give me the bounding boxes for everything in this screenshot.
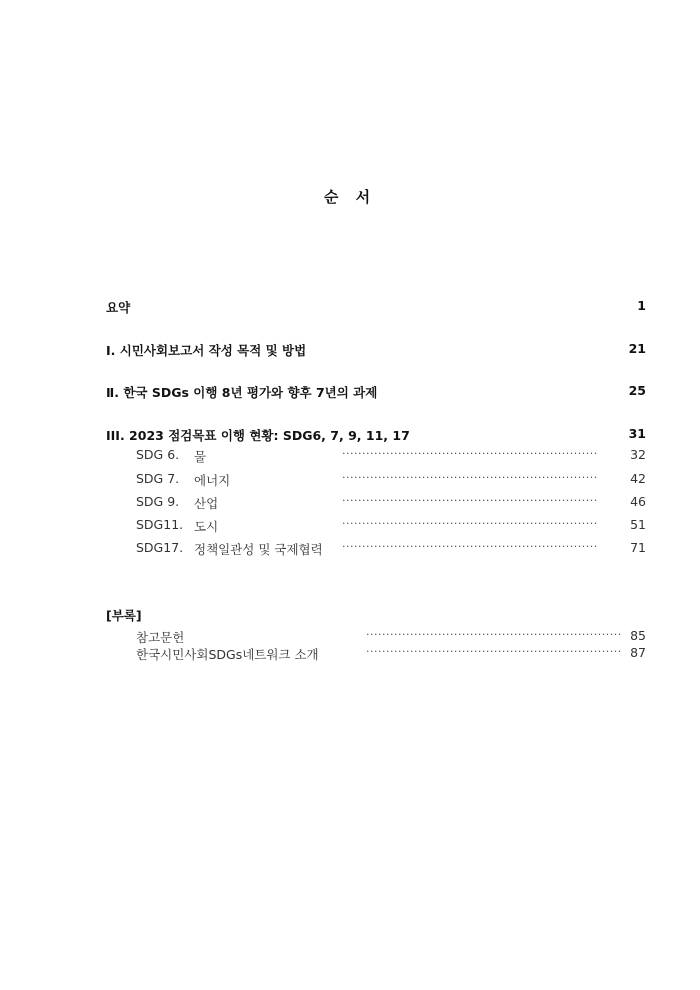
sdg-code: SDG 6. (136, 447, 180, 462)
sdg-title: 정책일관성 및 국제협력 (194, 542, 323, 557)
appendix-item-title: 참고문헌 (136, 630, 185, 645)
sdg-code: SDG11. (136, 517, 184, 532)
toc-subentry-sdg6[interactable] (136, 447, 646, 467)
toc-entry-chapter-2[interactable] (106, 383, 646, 403)
toc-entry-page: 71 (630, 540, 646, 555)
sdg-title: 도시 (194, 519, 219, 534)
toc-subentry-sdg7[interactable] (136, 471, 646, 491)
sdg-code: SDG17. (136, 540, 184, 555)
toc-subentry-sdg17[interactable] (136, 540, 646, 560)
dot-leader: ································································ (342, 471, 598, 484)
toc-entry-page: 87 (630, 645, 646, 660)
sdg-code: SDG 9. (136, 494, 180, 509)
toc-entry-page: 85 (630, 628, 646, 643)
toc-subentry-sdg9[interactable] (136, 494, 646, 514)
toc-entry-page: 31 (628, 426, 646, 441)
toc-entry-label: Ⅱ. 한국 SDGs 이행 8년 평가와 향후 7년의 과제 (106, 385, 378, 400)
toc-entry-page: 46 (630, 494, 646, 509)
toc-entry-page: 1 (637, 298, 646, 313)
toc-entry-page: 25 (628, 383, 646, 398)
appendix-item-references[interactable] (136, 628, 646, 646)
toc-entry-page: 42 (630, 471, 646, 486)
appendix-heading: [부록] (106, 608, 142, 623)
toc-entry-chapter-3[interactable] (106, 426, 646, 446)
appendix-item-title: 한국시민사회SDGs네트워크 소개 (136, 647, 319, 662)
toc-entry-page: 51 (630, 517, 646, 532)
sdg-title: 에너지 (194, 473, 231, 488)
dot-leader: ································································ (342, 540, 598, 553)
dot-leader: ································································ (342, 494, 598, 507)
sdg-title: 물 (194, 449, 207, 464)
toc-subentry-sdg11[interactable] (136, 517, 646, 537)
page-title: 순 서 (323, 188, 377, 206)
dot-leader: ································································ (342, 447, 598, 460)
toc-entry-chapter-1[interactable] (106, 341, 646, 361)
dot-leader: ································································ (342, 517, 598, 530)
dot-leader: ································································ (366, 628, 622, 641)
sdg-title: 산업 (194, 496, 219, 511)
sdg-code: SDG 7. (136, 471, 180, 486)
toc-entry-label: 요약 (106, 300, 131, 315)
appendix-item-network[interactable] (136, 645, 646, 663)
dot-leader: ································································ (366, 645, 622, 658)
toc-entry-label: Ⅰ. 시민사회보고서 작성 목적 및 방법 (106, 343, 307, 358)
toc-entry-page: 32 (630, 447, 646, 462)
toc-entry-page: 21 (628, 341, 646, 356)
toc-entry-summary[interactable] (106, 298, 646, 318)
toc-entry-label: III. 2023 점검목표 이행 현황: SDG6, 7, 9, 11, 17 (106, 428, 410, 443)
